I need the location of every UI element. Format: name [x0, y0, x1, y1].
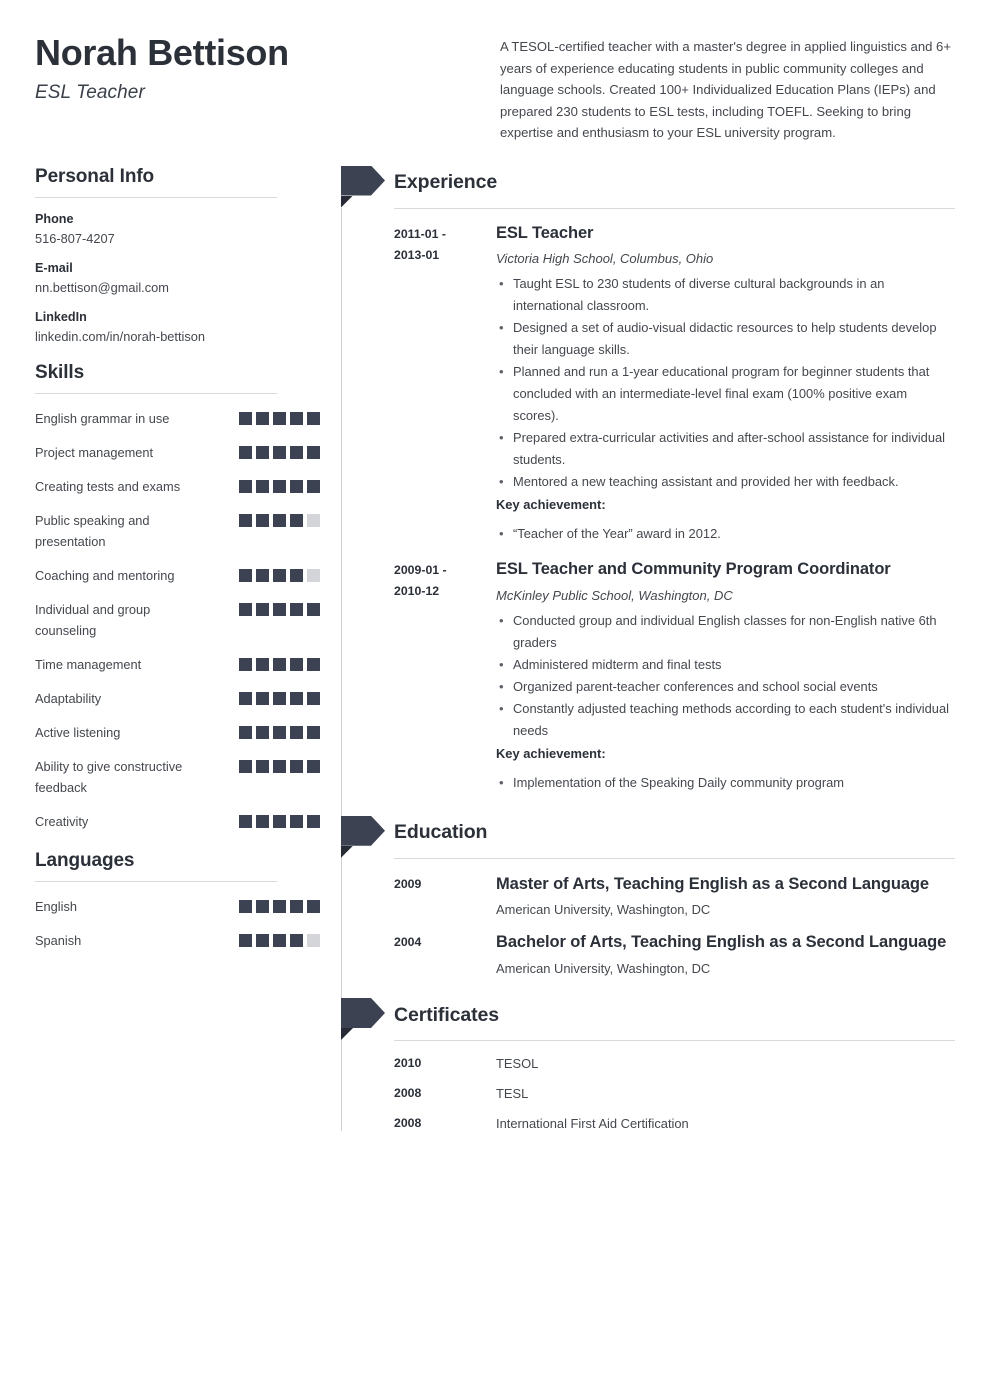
rating-square-filled [273, 815, 286, 828]
personal-info-label: Phone [35, 211, 74, 226]
rating-square-filled [290, 692, 303, 705]
experience-organization: Victoria High School, Columbus, Ohio [496, 251, 714, 267]
rating-squares [239, 722, 320, 739]
rating-square-filled [290, 569, 303, 582]
skill-item-label: English grammar in use [35, 410, 170, 426]
rating-square-filled [273, 603, 286, 616]
rating-square-filled [239, 815, 252, 828]
rating-squares [239, 599, 320, 616]
certificate-name: TESOL [496, 1056, 539, 1071]
resume-header [0, 0, 990, 144]
skill-item-label: Creating tests and exams [35, 478, 181, 494]
personal-info-item [35, 261, 320, 295]
education-school: American University, Washington, DC [496, 961, 711, 976]
rating-square-filled [239, 446, 252, 459]
rating-squares [239, 408, 320, 425]
rating-square-filled [239, 480, 252, 493]
rating-square-filled [290, 603, 303, 616]
rating-squares [239, 510, 320, 527]
rating-squares [239, 930, 320, 947]
rating-square-filled [256, 569, 269, 582]
rating-square-filled [307, 815, 320, 828]
rating-square-filled [239, 569, 252, 582]
rating-square-filled [273, 726, 286, 739]
experience-bullet: • Administered midterm and final tests [496, 654, 955, 676]
rating-square-filled [307, 412, 320, 425]
skill-item-label: Active listening [35, 724, 121, 740]
skill-item-label: Coaching and mentoring [35, 567, 175, 583]
section-experience [340, 166, 955, 794]
skill-item [35, 408, 320, 429]
rating-square-filled [290, 900, 303, 913]
rating-squares [239, 476, 320, 493]
personal-info-value: 516-807-4207 [35, 230, 115, 246]
rating-square-filled [290, 815, 303, 828]
section-heading-certificates: Certificates [394, 1003, 500, 1026]
education-degree: Master of Arts, Teaching English as a Second Language [496, 874, 929, 893]
rating-square-filled [239, 603, 252, 616]
rating-square-filled [239, 726, 252, 739]
experience-header [340, 166, 955, 200]
skill-item [35, 756, 320, 798]
rating-square-filled [307, 446, 320, 459]
experience-date-start: 2009-01 - [394, 563, 447, 578]
certificate-name: International First Aid Certification [496, 1116, 689, 1131]
skill-item [35, 654, 320, 675]
experience-date [394, 223, 496, 266]
rating-square-filled [256, 412, 269, 425]
rating-squares [239, 442, 320, 459]
personal-info-label: E-mail [35, 260, 73, 275]
certificates-header [340, 998, 955, 1032]
ribbon-marker-icon [341, 998, 385, 1028]
key-achievement-bullet: • “Teacher of the Year” award in 2012. [496, 523, 955, 545]
experience-date-end: 2010-12 [394, 584, 440, 599]
rating-square-filled [273, 412, 286, 425]
education-school: American University, Washington, DC [496, 902, 711, 918]
skill-item [35, 688, 320, 709]
rating-square-filled [290, 514, 303, 527]
section-heading-education: Education [394, 821, 488, 844]
section-heading-skills: Skills [35, 361, 85, 383]
skill-item-label: Ability to give constructive feedback [35, 758, 183, 795]
rating-square-filled [256, 658, 269, 671]
skill-item-label: Adaptability [35, 690, 102, 706]
experience-job-title: ESL Teacher and Community Program Coordinator [496, 560, 891, 579]
section-personal-info [35, 166, 320, 344]
education-body [496, 874, 955, 918]
key-achievement-label: Key achievement: [496, 497, 606, 513]
rating-square-filled [273, 569, 286, 582]
certificate-year: 2008 [394, 1086, 422, 1100]
experience-bullet: • Prepared extra-curricular activities and after-school assistance for individual students. [496, 427, 955, 471]
personal-info-list [35, 212, 320, 344]
skill-item [35, 811, 320, 832]
skills-list [35, 408, 320, 832]
rating-squares [239, 896, 320, 913]
rating-square-filled [256, 815, 269, 828]
key-achievement-label: Key achievement: [496, 745, 606, 761]
key-achievement-bullet: • Implementation of the Speaking Daily community program [496, 772, 955, 794]
education-entry [394, 859, 955, 918]
main-content [320, 166, 955, 1132]
rating-square-filled [239, 658, 252, 671]
section-education [340, 816, 955, 976]
education-entries [394, 859, 955, 976]
rating-square-filled [290, 934, 303, 947]
certificate-entries [394, 1041, 955, 1131]
language-item [35, 930, 320, 951]
skill-item [35, 476, 320, 497]
experience-bullet-list [496, 273, 955, 493]
rating-square-filled [273, 760, 286, 773]
rating-square-filled [273, 692, 286, 705]
education-header [340, 816, 955, 850]
rating-square-filled [256, 446, 269, 459]
rating-squares [239, 811, 320, 828]
personal-info-label: LinkedIn [35, 309, 87, 324]
rating-squares [239, 756, 320, 773]
skill-item [35, 565, 320, 586]
personal-info-value: nn.bettison@gmail.com [35, 279, 169, 295]
rating-square-filled [307, 692, 320, 705]
experience-bullet-list [496, 610, 955, 742]
education-year: 2009 [394, 876, 422, 891]
rating-square-filled [290, 480, 303, 493]
rating-square-empty [307, 569, 320, 582]
rating-square-filled [256, 603, 269, 616]
rating-square-filled [307, 480, 320, 493]
education-entry [394, 917, 955, 976]
rating-square-filled [307, 900, 320, 913]
personal-info-value: linkedin.com/in/norah-bettison [35, 328, 206, 344]
page-title: Norah Bettison [35, 32, 289, 73]
job-title: ESL Teacher [35, 82, 145, 104]
section-heading-experience: Experience [394, 171, 498, 193]
ribbon-marker-icon [341, 816, 385, 846]
skill-item-label: Project management [35, 444, 154, 460]
rating-square-filled [273, 934, 286, 947]
rating-square-empty [307, 934, 320, 947]
rating-square-filled [273, 900, 286, 913]
skill-item [35, 599, 320, 641]
experience-entry [394, 545, 955, 794]
rating-square-filled [273, 480, 286, 493]
rating-square-filled [273, 514, 286, 527]
skill-item [35, 722, 320, 743]
certificate-entry [394, 1041, 955, 1071]
header-identity [35, 28, 500, 104]
experience-body [496, 223, 955, 546]
personal-info-item [35, 212, 320, 246]
experience-date-start: 2011-01 - [394, 226, 446, 241]
rating-square-filled [256, 900, 269, 913]
skill-item-label: Time management [35, 656, 142, 672]
rating-square-filled [256, 934, 269, 947]
rating-square-filled [256, 514, 269, 527]
experience-bullet: • Designed a set of audio-visual didactic resources to help students develop their language skills. [496, 317, 955, 361]
rating-squares [239, 654, 320, 671]
rating-square-filled [307, 760, 320, 773]
certificate-year: 2010 [394, 1056, 422, 1070]
skill-item-label: Public speaking and presentation [35, 512, 150, 549]
rating-square-filled [290, 726, 303, 739]
languages-list [35, 896, 320, 951]
rating-square-filled [290, 446, 303, 459]
rating-square-filled [307, 726, 320, 739]
experience-body [496, 559, 955, 794]
rating-square-filled [307, 658, 320, 671]
experience-job-title: ESL Teacher [496, 223, 594, 242]
divider [35, 393, 277, 394]
education-body [496, 932, 955, 976]
experience-entries [394, 209, 955, 794]
ribbon-marker-icon [341, 166, 385, 196]
education-degree: Bachelor of Arts, Teaching English as a Second Language [496, 933, 947, 952]
professional-summary: A TESOL-certified teacher with a master's degree in applied linguistics and 6+ years of experience educating students in public community colleges and language schools. Created 100+ Individualized Education Plans (IEPs) and prepared 230 students to ESL tests, including TOEFL. Seeking to bring expertise and enthusiasm to your ESL university program. [500, 39, 951, 140]
rating-square-filled [239, 692, 252, 705]
skill-item-label: Individual and group counseling [35, 601, 151, 638]
header-summary [500, 28, 955, 144]
rating-square-filled [290, 658, 303, 671]
experience-bullet: • Constantly adjusted teaching methods according to each student's individual needs [496, 698, 955, 742]
section-languages [35, 850, 320, 951]
rating-square-filled [290, 760, 303, 773]
rating-square-filled [239, 760, 252, 773]
section-skills [35, 362, 320, 832]
section-heading-languages: Languages [35, 849, 135, 871]
certificate-name: TESL [496, 1086, 529, 1101]
experience-bullet: • Planned and run a 1-year educational program for beginner students that concluded with an intermediate-level final exam (100% positive exam scores). [496, 361, 955, 427]
experience-bullet: • Taught ESL to 230 students of diverse cultural backgrounds in an international classroom. [496, 273, 955, 317]
rating-square-filled [307, 603, 320, 616]
skill-item-label: Creativity [35, 813, 89, 829]
rating-square-filled [256, 692, 269, 705]
experience-organization: McKinley Public School, Washington, DC [496, 587, 733, 603]
key-achievement-list [496, 523, 955, 545]
certificate-entry [394, 1071, 955, 1101]
rating-square-filled [273, 446, 286, 459]
rating-square-filled [239, 934, 252, 947]
experience-entry [394, 209, 955, 546]
section-certificates [340, 998, 955, 1131]
experience-bullet: • Conducted group and individual English classes for non-English native 6th graders [496, 610, 955, 654]
key-achievement-list [496, 772, 955, 794]
personal-info-item [35, 310, 320, 344]
certificate-year: 2008 [394, 1116, 422, 1130]
skill-item [35, 510, 320, 552]
rating-squares [239, 688, 320, 705]
rating-square-filled [256, 726, 269, 739]
divider [35, 881, 277, 882]
language-item [35, 896, 320, 917]
rating-square-filled [273, 658, 286, 671]
rating-square-filled [256, 480, 269, 493]
rating-square-empty [307, 514, 320, 527]
language-item-label: English [35, 898, 77, 914]
experience-bullet: • Organized parent-teacher conferences and school social events [496, 676, 955, 698]
resume-body [0, 166, 990, 1132]
language-item-label: Spanish [35, 932, 82, 948]
education-year: 2004 [394, 935, 422, 950]
sidebar [35, 166, 320, 964]
rating-square-filled [239, 900, 252, 913]
experience-date [394, 559, 496, 602]
divider [35, 197, 277, 198]
experience-bullet: • Mentored a new teaching assistant and provided her with feedback. [496, 471, 955, 493]
skill-item [35, 442, 320, 463]
section-heading-personal-info: Personal Info [35, 165, 155, 187]
experience-date-end: 2013-01 [394, 247, 440, 262]
rating-square-filled [290, 412, 303, 425]
rating-square-filled [239, 514, 252, 527]
rating-squares [239, 565, 320, 582]
certificate-entry [394, 1101, 955, 1131]
rating-square-filled [239, 412, 252, 425]
rating-square-filled [256, 760, 269, 773]
